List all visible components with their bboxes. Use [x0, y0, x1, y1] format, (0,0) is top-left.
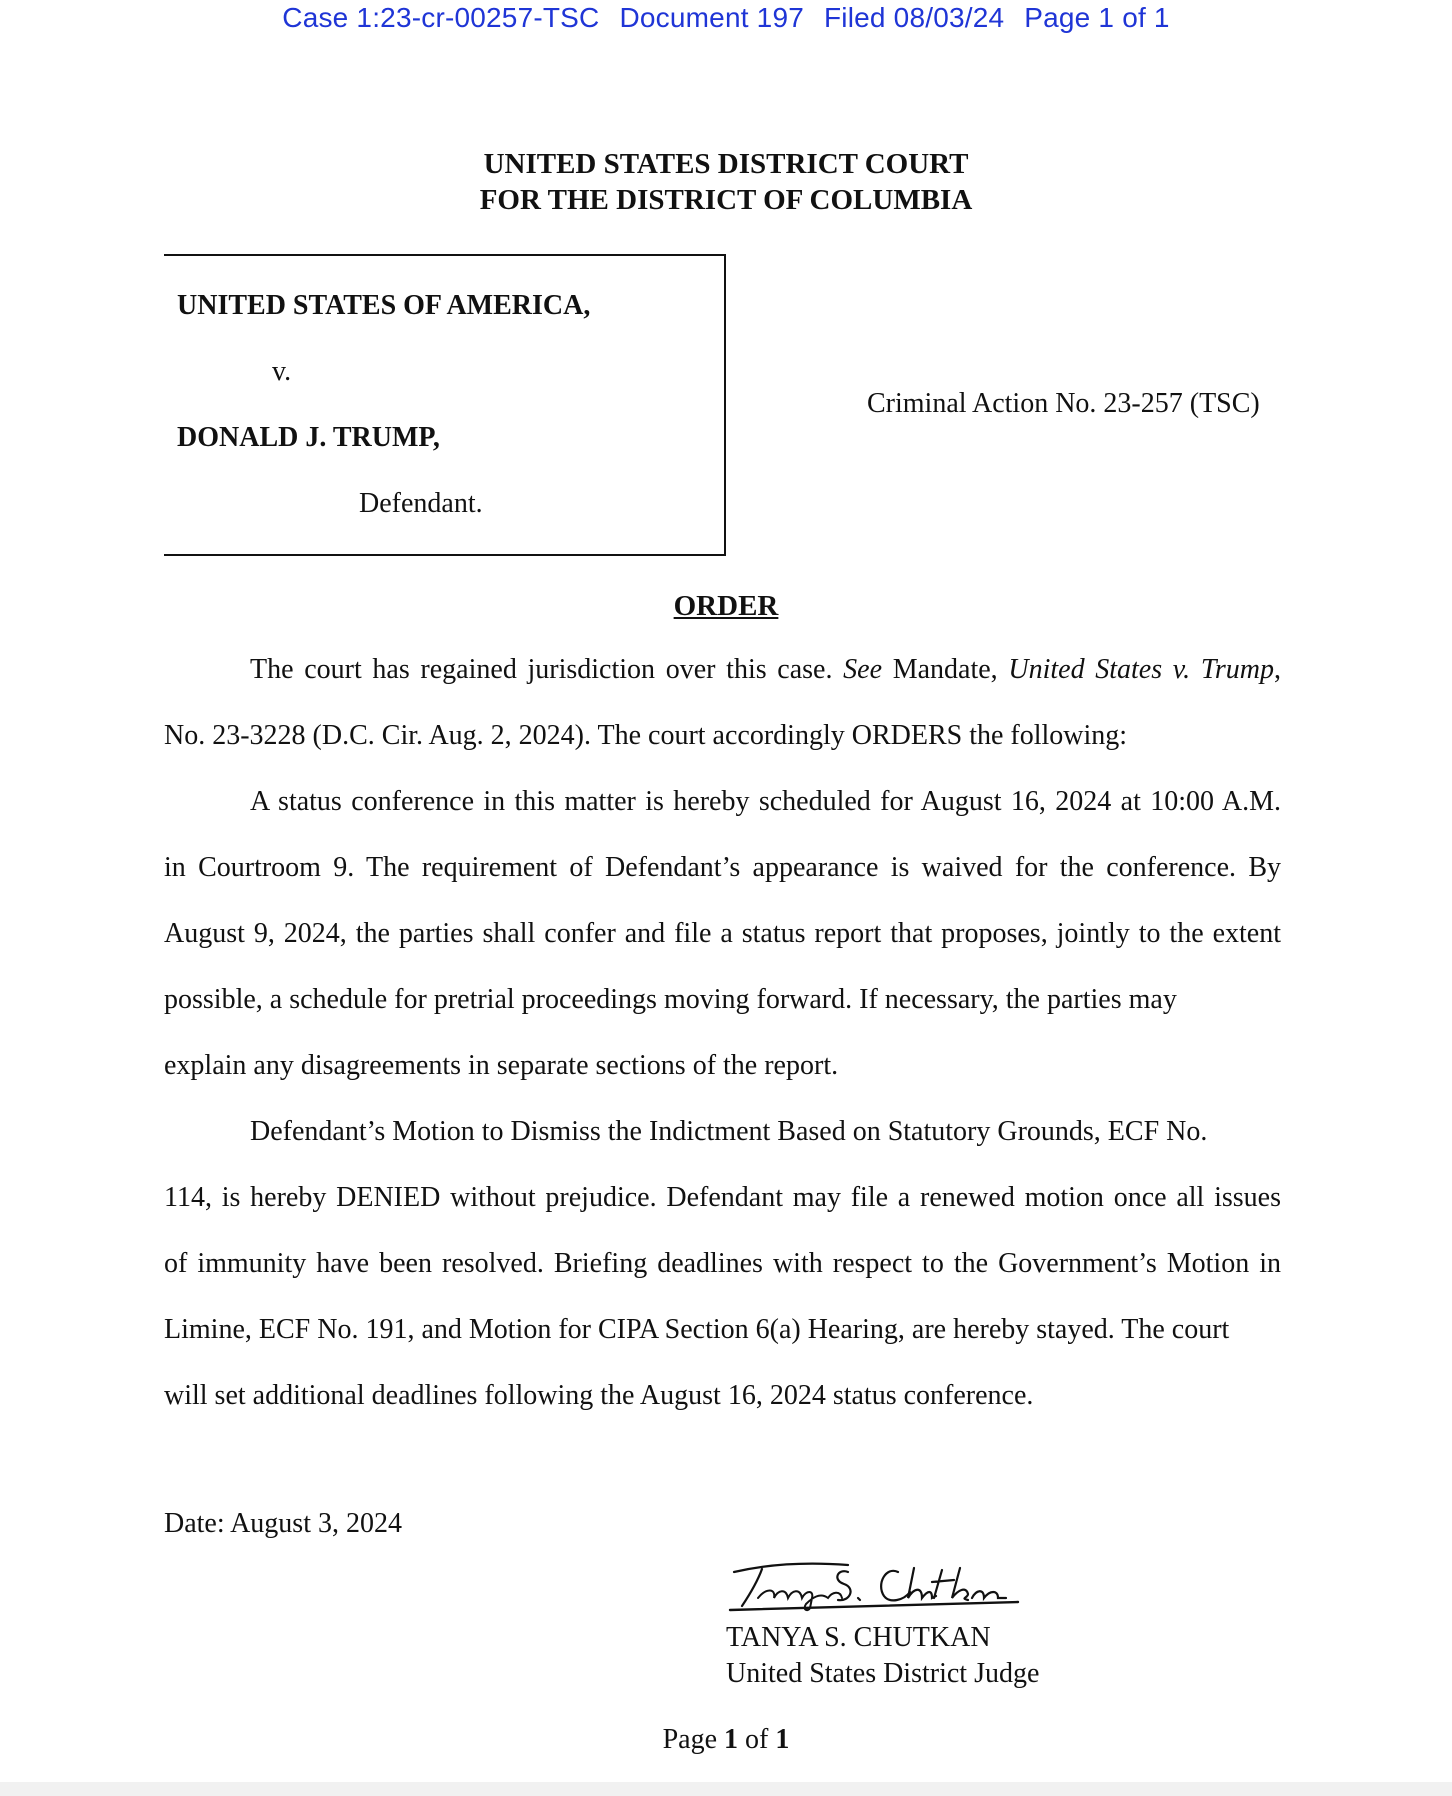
- citation-signal: See: [843, 654, 883, 685]
- judge-signature: [728, 1558, 1020, 1612]
- ecf-filing-header: [0, 2, 1452, 34]
- ecf-case-number: Case 1:23-cr-00257-TSC: [282, 2, 600, 33]
- ecf-filed-date: Filed 08/03/24: [824, 2, 1005, 33]
- order-paragraph-3-line-3: of immunity have been resolved. Briefing deadlines with respect to the Government’s Motion in: [164, 1248, 1281, 1279]
- order-paragraph-2-line-3: August 9, 2024, the parties shall confer and file a status report that proposes, jointly to the extent: [164, 918, 1281, 949]
- judge-name: TANYA S. CHUTKAN: [726, 1622, 991, 1653]
- page-bottom-edge: [0, 1782, 1452, 1796]
- text-segment: Mandate,: [882, 654, 1009, 685]
- ecf-page-count: Page 1 of 1: [1024, 2, 1170, 33]
- order-title: ORDER: [673, 590, 779, 622]
- criminal-action-number: Criminal Action No. 23-257 (TSC): [867, 388, 1260, 419]
- text-segment: ,: [1274, 654, 1281, 685]
- text-segment: The court has regained jurisdiction over this case.: [250, 654, 844, 685]
- order-paragraph-3-line-2: 114, is hereby DENIED without prejudice. Defendant may file a renewed motion once all issues: [164, 1182, 1281, 1213]
- order-paragraph-3-line-1: Defendant’s Motion to Dismiss the Indictment Based on Statutory Grounds, ECF No.: [250, 1116, 1208, 1147]
- order-paragraph-2-line-1: A status conference in this matter is hereby scheduled for August 16, 2024 at 10:00 A.M.: [250, 786, 1281, 817]
- order-paragraph-2-line-5: explain any disagreements in separate sections of the report.: [164, 1050, 839, 1081]
- court-name: UNITED STATES DISTRICT COURT: [483, 148, 969, 180]
- footer-current-page: 1: [724, 1724, 739, 1755]
- court-heading: [0, 146, 1452, 218]
- order-paragraph-3-line-4: Limine, ECF No. 191, and Motion for CIPA Section 6(a) Hearing, are hereby stayed. The court: [164, 1314, 1230, 1345]
- case-name: United States v. Trump: [1008, 654, 1274, 685]
- court-district: FOR THE DISTRICT OF COLUMBIA: [479, 184, 973, 216]
- caption-defendant-role: Defendant.: [359, 488, 483, 519]
- footer-page-word: Page: [662, 1724, 725, 1755]
- ecf-document-number: Document 197: [619, 2, 804, 33]
- order-paragraph-1-line-1: [250, 654, 1281, 686]
- order-paragraph-3-line-5: will set additional deadlines following the August 16, 2024 status conference.: [164, 1380, 1034, 1411]
- page-footer: [0, 1724, 1452, 1756]
- footer-total-pages: 1: [775, 1724, 790, 1755]
- judge-title: United States District Judge: [726, 1658, 1040, 1689]
- caption-versus: v.: [272, 356, 292, 387]
- order-date: Date: August 3, 2024: [164, 1508, 402, 1539]
- footer-of-word: of: [738, 1724, 776, 1755]
- caption-plaintiff: UNITED STATES OF AMERICA,: [177, 290, 591, 321]
- order-paragraph-2-line-4: possible, a schedule for pretrial proceedings moving forward. If necessary, the parties may: [164, 984, 1177, 1015]
- order-paragraph-2-line-2: in Courtroom 9. The requirement of Defendant’s appearance is waived for the conference. By: [164, 852, 1281, 883]
- caption-defendant: DONALD J. TRUMP,: [177, 422, 440, 453]
- order-paragraph-1-line-2: No. 23-3228 (D.C. Cir. Aug. 2, 2024). The court accordingly ORDERS the following:: [164, 720, 1128, 751]
